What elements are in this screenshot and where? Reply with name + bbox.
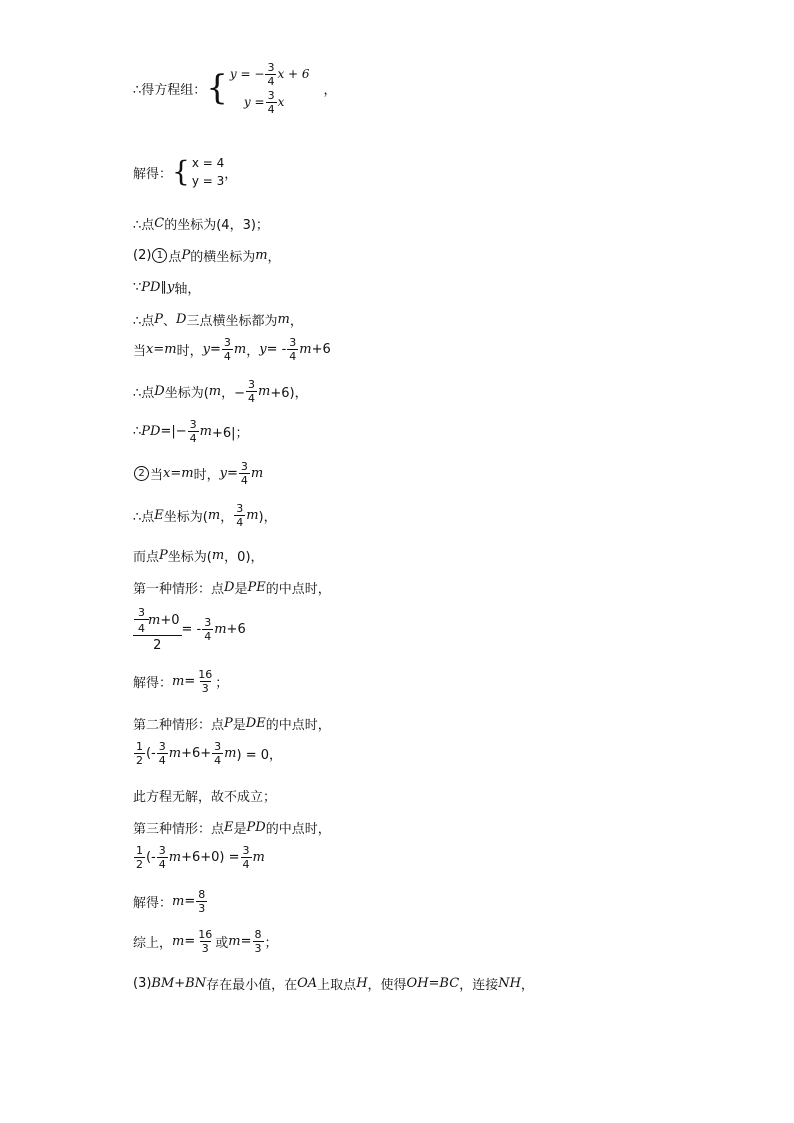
text-segment: ，0)，	[224, 550, 264, 565]
fraction	[157, 844, 168, 871]
text-segment: 轴，	[174, 282, 201, 297]
math-variable: y	[202, 342, 210, 357]
formula-line	[133, 460, 263, 487]
text-segment: 2	[136, 858, 143, 871]
text-segment: +6|；	[211, 426, 249, 441]
formula-line	[133, 844, 265, 871]
math-variable: m	[233, 342, 247, 357]
circled-number: 1	[152, 248, 167, 263]
math-variable: m	[148, 613, 161, 628]
formula-line	[133, 606, 246, 653]
math-variable: y	[219, 466, 227, 481]
text-segment: ，	[520, 978, 534, 993]
text-segment: 16	[198, 668, 213, 681]
text-segment: 1	[136, 740, 143, 753]
text-segment: 坐标为(	[163, 510, 208, 525]
fraction	[241, 844, 252, 871]
text-segment: 8	[254, 928, 262, 941]
math-variable: E	[224, 820, 234, 835]
text-segment: 的中点时，	[265, 822, 331, 837]
math-variable: OH=BC	[406, 976, 460, 991]
math-variable: P	[159, 548, 168, 563]
text-segment: 2	[133, 635, 182, 653]
text-segment: 综上，	[133, 936, 173, 951]
fraction	[246, 378, 257, 405]
text-segment: 的横坐标为	[190, 250, 256, 265]
math-variable: m	[250, 466, 264, 481]
math-variable: D	[154, 384, 165, 399]
math-variable: DE	[245, 716, 266, 731]
math-variable: D	[224, 580, 235, 595]
text-segment: 4	[248, 392, 256, 405]
text-segment: ，使得	[367, 978, 407, 993]
text-segment: =	[184, 894, 196, 909]
text-segment: 当	[133, 344, 147, 359]
text-segment: 时，	[176, 344, 203, 359]
math-variable: m	[207, 508, 221, 523]
compound-fraction	[133, 606, 182, 653]
fraction	[253, 928, 264, 955]
text-segment: =|−	[160, 424, 187, 439]
text-segment: (3)	[133, 976, 152, 991]
math-variable: E	[154, 508, 164, 523]
text-segment: ，	[267, 250, 281, 265]
text-segment: 3	[242, 844, 250, 857]
formula-line	[133, 928, 278, 955]
text-segment: ，	[323, 82, 337, 98]
math-variable: m	[211, 548, 225, 563]
math-variable: m	[252, 850, 265, 865]
text-segment: 点	[168, 250, 182, 265]
text-segment: ∴	[133, 424, 142, 439]
text-segment: 3	[189, 418, 197, 431]
text-segment: 4	[242, 858, 250, 871]
fraction	[222, 336, 233, 363]
fraction	[188, 418, 199, 445]
math-variable: x=m	[163, 466, 194, 481]
text-segment: +6	[226, 622, 246, 637]
text-line	[133, 214, 269, 233]
solution-line	[133, 154, 237, 190]
text-segment: 4	[267, 102, 275, 116]
text-segment: 第一种情形：点	[133, 582, 225, 597]
text-segment: +6)，	[270, 386, 308, 401]
text-line	[133, 786, 276, 805]
fraction	[196, 668, 214, 695]
text-segment: 4	[214, 754, 222, 767]
math-variable: x=m	[146, 342, 177, 357]
math-variable: y =	[243, 95, 265, 109]
text-segment: 解得：	[133, 676, 173, 691]
text-segment: 3	[267, 88, 275, 102]
text-segment: 3	[204, 616, 212, 629]
text-segment: 4	[134, 619, 149, 635]
text-segment: 3	[223, 336, 231, 349]
text-segment: 4	[189, 432, 197, 445]
text-segment: ) = 0，	[236, 748, 282, 763]
text-segment: =	[184, 934, 196, 949]
math-variable: m	[299, 342, 312, 357]
text-line	[133, 714, 331, 733]
text-segment: ∴点	[133, 314, 155, 329]
math-variable: x	[277, 95, 285, 109]
math-variable: P	[224, 716, 233, 731]
text-segment: 2	[136, 754, 143, 767]
text-segment: 当	[150, 468, 164, 483]
math-variable: m	[199, 424, 212, 439]
equation-system-prefix: ∴得方程组：	[133, 82, 207, 98]
text-segment: 第三种情形：点	[133, 822, 225, 837]
math-variable: OA	[297, 976, 318, 991]
text-segment: 或	[215, 936, 229, 951]
left-brace: {	[172, 155, 190, 188]
fraction	[239, 460, 250, 487]
text-segment: 3	[267, 60, 275, 74]
text-segment: 的中点时，	[265, 718, 331, 733]
text-segment: ∴点	[133, 510, 155, 525]
math-variable: PE	[247, 580, 266, 595]
text-segment: 3	[138, 606, 145, 619]
text-line	[133, 278, 200, 297]
formula-line	[133, 888, 208, 915]
text-segment: 3	[254, 942, 262, 955]
fraction	[266, 89, 277, 116]
formula-line	[133, 668, 228, 695]
text-segment: = -	[181, 622, 202, 637]
math-variable: C	[154, 216, 165, 231]
math-variable: D	[176, 312, 187, 327]
text-segment: 8	[198, 888, 206, 901]
text-segment: ∴点	[133, 218, 155, 233]
text-segment: ；	[215, 676, 229, 691]
text-segment: 4	[240, 474, 248, 487]
fraction	[265, 61, 276, 88]
text-segment: =	[240, 934, 252, 949]
text-segment: (-	[146, 746, 156, 761]
text-segment: ，	[246, 344, 260, 359]
fraction	[134, 844, 145, 871]
math-variable: BM+BN	[151, 976, 207, 991]
math-variable: m	[172, 894, 185, 909]
math-variable: m	[228, 934, 241, 949]
math-variable: m	[258, 384, 271, 399]
text-segment: ，	[289, 314, 303, 329]
math-variable: m	[214, 622, 227, 637]
text-segment: )，	[258, 510, 277, 525]
text-segment: 的中点时，	[265, 582, 331, 597]
math-variable: m	[172, 674, 185, 689]
fraction	[196, 928, 214, 955]
text-segment: 4	[267, 74, 275, 88]
left-brace: {	[206, 68, 228, 108]
math-variable: PD	[141, 280, 161, 295]
text-segment: 4	[158, 754, 166, 767]
fraction	[234, 502, 245, 529]
text-segment: 是	[234, 582, 248, 597]
text-segment: x = 4	[191, 156, 225, 170]
text-segment: ，	[220, 510, 234, 525]
math-variable: H	[356, 976, 368, 991]
formula-line	[133, 740, 282, 767]
text-segment: 3	[214, 740, 222, 753]
text-line	[133, 818, 331, 837]
text-segment: ；	[264, 936, 278, 951]
math-variable: y	[166, 280, 175, 295]
text-segment: 存在最小值，在	[206, 978, 298, 993]
text-segment: ∥	[160, 280, 167, 295]
text-line	[133, 578, 331, 597]
text-segment: 3	[289, 336, 297, 349]
text-segment: 4	[204, 630, 212, 643]
text-segment: 4	[289, 350, 297, 363]
text-segment: 3	[201, 942, 209, 955]
text-segment: 三点横坐标都为	[186, 314, 278, 329]
formula-line	[133, 418, 249, 445]
text-segment: ∵	[133, 280, 142, 295]
text-segment: y = 3	[191, 174, 225, 188]
fraction	[202, 616, 213, 643]
circled-number: 2	[134, 466, 149, 481]
math-variable: m	[172, 934, 185, 949]
text-line	[133, 310, 303, 329]
math-variable: m	[277, 312, 290, 327]
fraction	[157, 740, 168, 767]
text-segment: 的坐标为(4，3)；	[164, 218, 269, 233]
text-segment: = -	[266, 342, 287, 357]
math-variable: P	[181, 248, 191, 263]
text-segment: 4	[158, 858, 166, 871]
text-segment: 3	[248, 378, 256, 391]
math-variable: NH	[498, 976, 521, 991]
text-segment: 解得：	[133, 896, 173, 911]
text-segment: 、	[163, 314, 177, 329]
text-line	[133, 974, 534, 993]
text-segment: 坐标为(	[167, 550, 212, 565]
equation-system	[229, 60, 310, 116]
text-segment: 是	[233, 822, 247, 837]
math-variable: y = −	[229, 67, 265, 81]
fraction	[196, 888, 207, 915]
fraction	[212, 740, 223, 767]
math-variable: y	[259, 342, 267, 357]
text-segment: 时，	[193, 468, 220, 483]
text-segment: 1	[136, 844, 143, 857]
math-variable: m	[168, 850, 182, 865]
text-segment: ∴点	[133, 386, 155, 401]
fraction	[136, 606, 147, 635]
formula-line	[133, 502, 277, 529]
math-variable: P	[154, 312, 164, 327]
math-variable: PD	[246, 820, 266, 835]
text-segment: 坐标为(	[164, 386, 209, 401]
text-segment: 3	[201, 682, 209, 695]
text-segment: =	[209, 342, 221, 357]
math-variable: m	[208, 384, 222, 399]
math-variable: m	[168, 746, 182, 761]
math-variable: m	[224, 746, 237, 761]
text-segment: 解得：	[133, 166, 173, 182]
text-line	[133, 246, 281, 265]
text-segment: 3	[236, 502, 244, 515]
text-segment: ，	[224, 166, 238, 182]
math-variable: m	[255, 248, 268, 263]
math-variable: x + 6	[277, 67, 310, 81]
text-segment: 4	[223, 350, 231, 363]
formula-line	[133, 336, 331, 363]
text-segment: ，−	[221, 386, 246, 401]
text-segment: 第二种情形：点	[133, 718, 225, 733]
text-segment: 3	[198, 902, 206, 915]
text-segment: =	[226, 466, 238, 481]
text-line	[133, 546, 264, 565]
text-segment: +6+	[181, 746, 212, 761]
fraction	[287, 336, 298, 363]
text-segment: 而点	[133, 550, 160, 565]
text-segment: +6	[311, 342, 331, 357]
math-variable: m	[246, 508, 259, 523]
equation-2	[230, 88, 310, 116]
text-segment: ，连接	[459, 978, 499, 993]
text-segment: +6+0) =	[181, 850, 240, 865]
text-segment: +0	[160, 613, 180, 628]
fraction	[134, 740, 145, 767]
text-segment: 3	[240, 460, 248, 473]
equation-system-line	[133, 60, 337, 116]
text-segment: (2)	[133, 248, 152, 263]
text-segment: 上取点	[317, 978, 357, 993]
text-segment: =	[184, 674, 196, 689]
text-segment: 此方程无解，故不成立；	[133, 790, 277, 805]
text-segment: 4	[236, 516, 244, 529]
text-segment: (-	[146, 850, 156, 865]
math-variable: PD	[141, 424, 161, 439]
equation-1	[229, 60, 310, 88]
text-segment: 是	[232, 718, 246, 733]
formula-line	[133, 378, 308, 405]
text-segment: 3	[158, 740, 166, 753]
text-segment: 16	[198, 928, 213, 941]
text-segment: 3	[158, 844, 166, 857]
